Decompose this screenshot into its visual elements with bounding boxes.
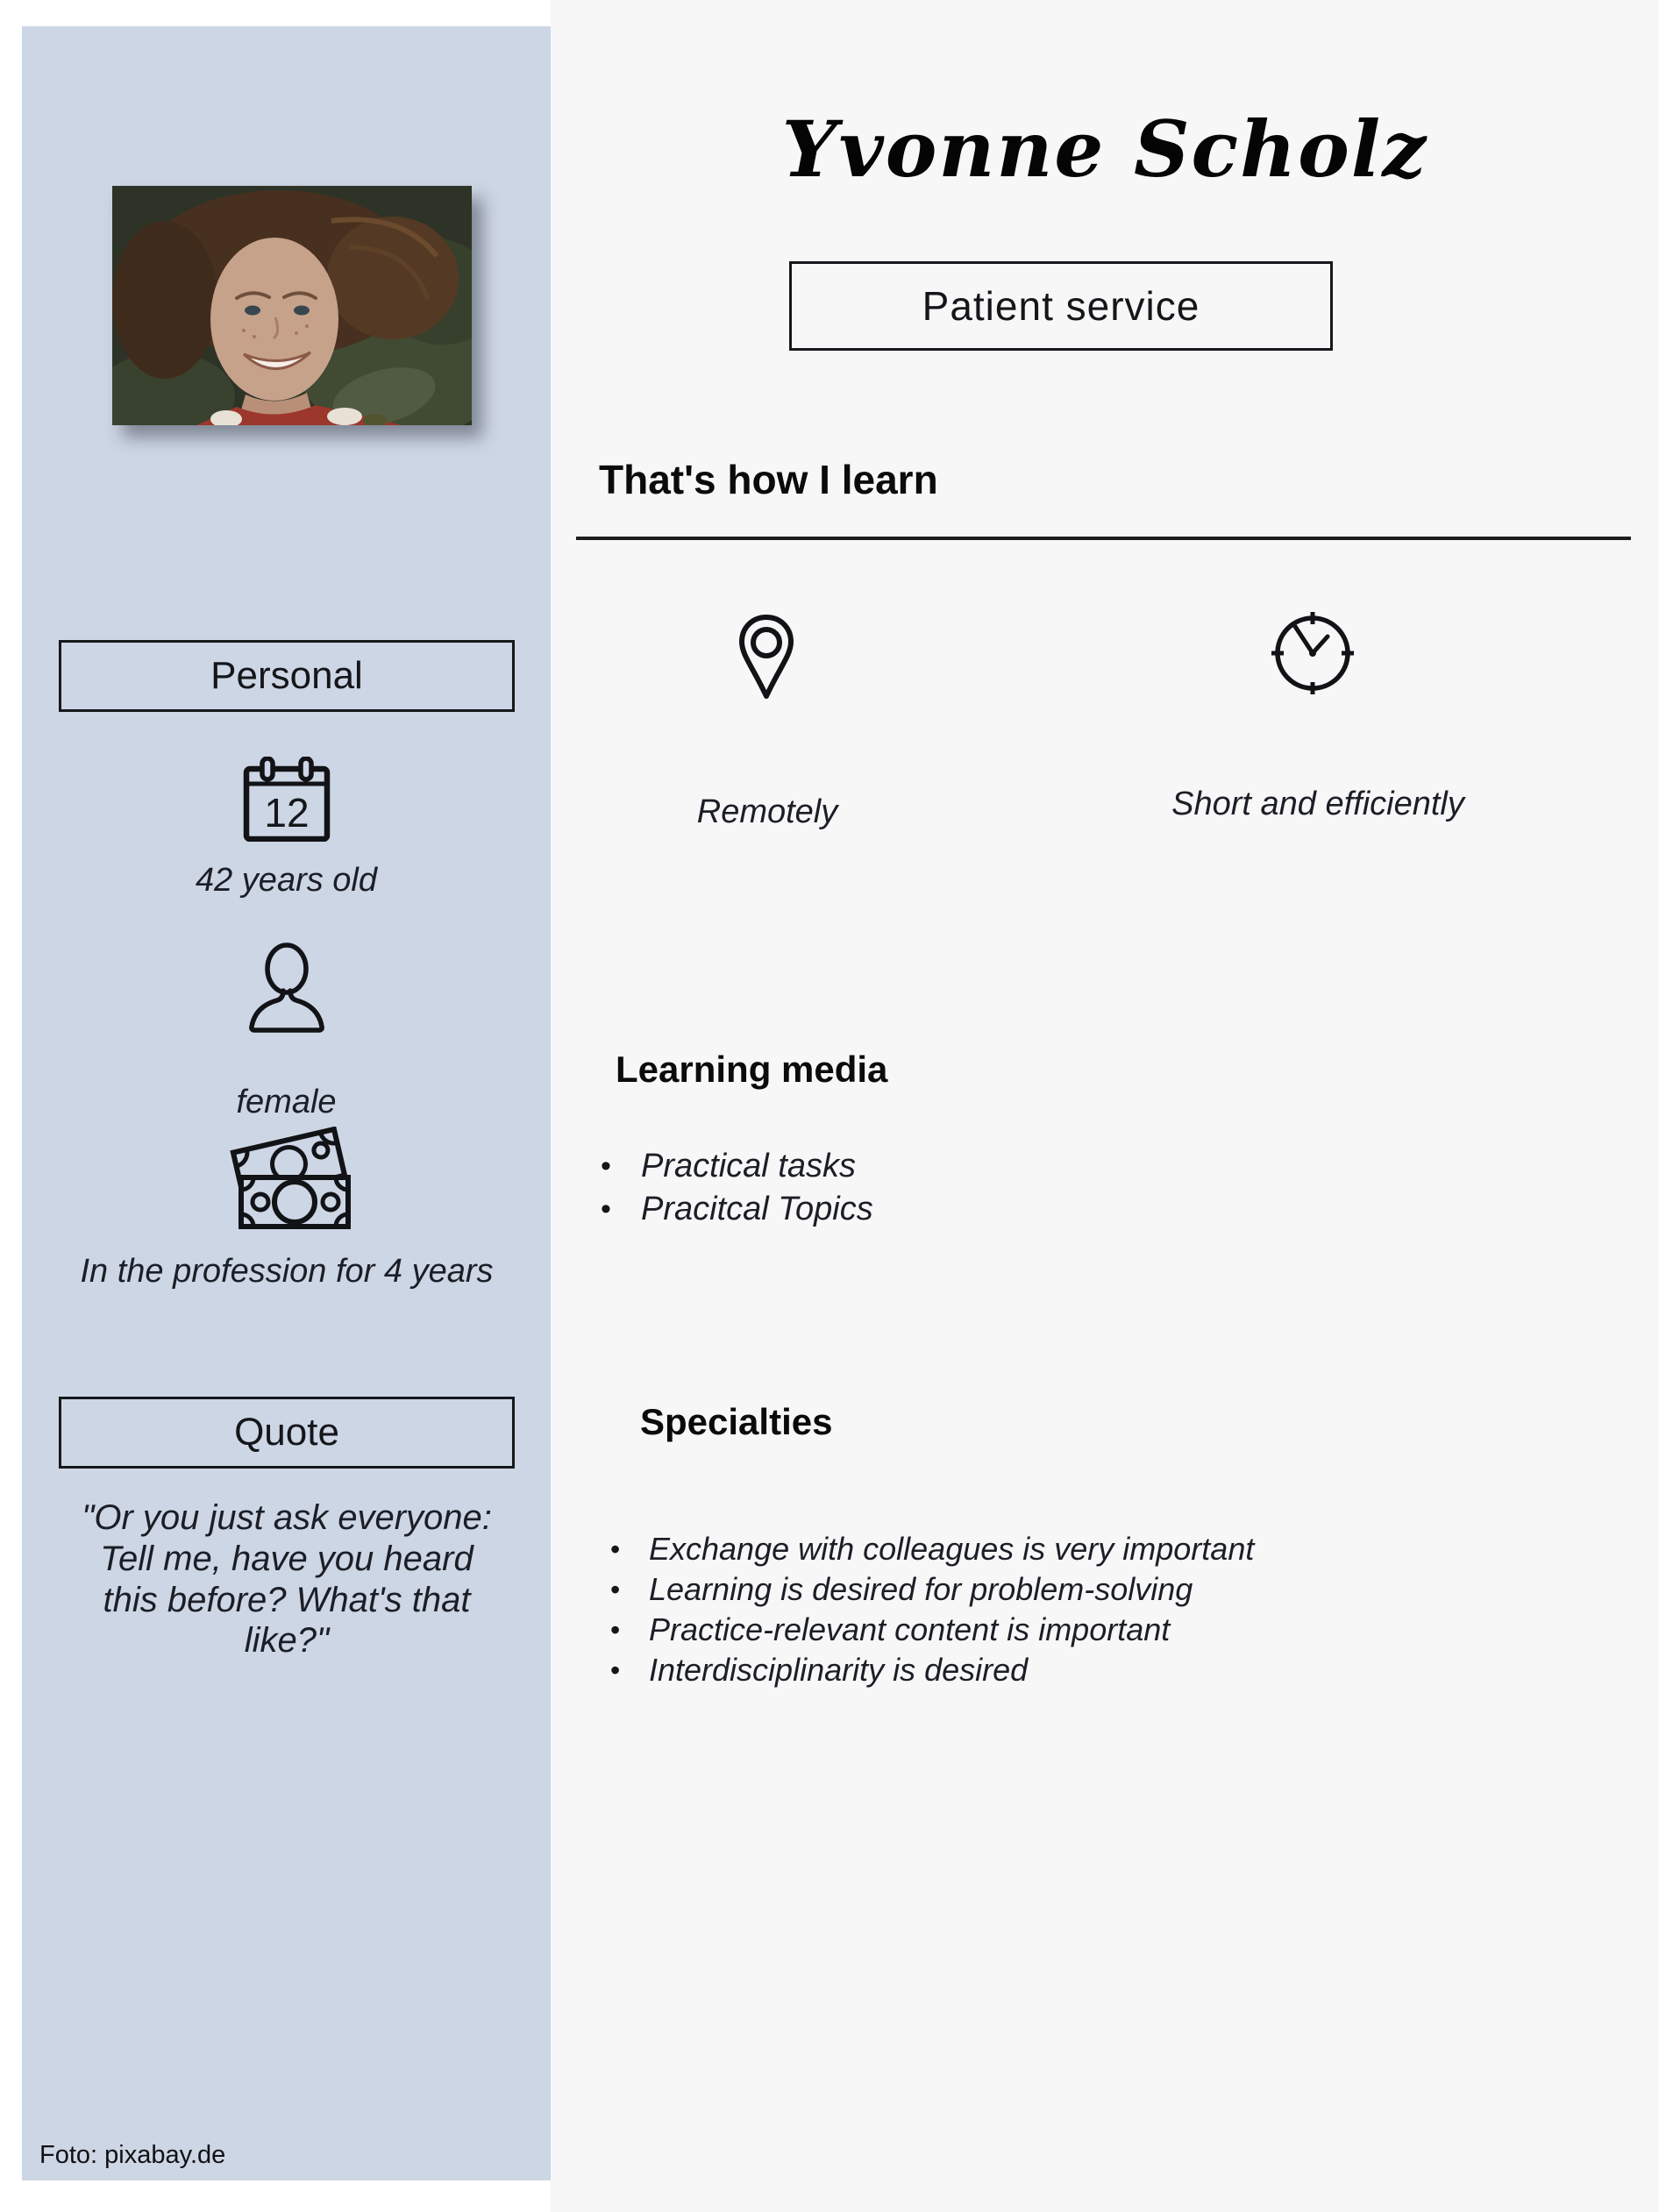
list-item: • Interdisciplinarity is desired (610, 1650, 1575, 1690)
age-label: 42 years old (195, 862, 377, 899)
personal-header-box (59, 640, 515, 712)
location-pin-icon (738, 614, 794, 701)
photo-credit: Foto: pixabay.de (39, 2141, 226, 2169)
person-icon (243, 942, 331, 1035)
profile-photo (112, 186, 472, 425)
list-item: • Pracitcal Topics (601, 1188, 1390, 1231)
sidebar (22, 26, 551, 2180)
section-divider (576, 537, 1631, 540)
calendar-day-number: 12 (264, 790, 310, 836)
section-title-learning-media: Learning media (616, 1049, 888, 1090)
role-box (789, 261, 1333, 351)
list-item: • Practical tasks (601, 1145, 1390, 1188)
persona-name: Yvonne Scholz (781, 103, 1428, 195)
main-panel (551, 0, 1659, 2212)
role-label: Patient service (922, 283, 1200, 329)
specialties-list (610, 1529, 1575, 1690)
learning-media-list (601, 1145, 1390, 1231)
personal-header-label: Personal (210, 654, 363, 697)
clock-icon (1271, 612, 1354, 694)
gender-label: female (236, 1084, 337, 1120)
list-item: • Practice-relevant content is important (610, 1610, 1575, 1650)
section-title-specialties: Specialties (640, 1401, 833, 1442)
quote-text: "Or you just ask everyone: Tell me, have you heard this before? What's that like?" (82, 1498, 492, 1661)
section-title-how-i-learn: That's how I learn (599, 457, 938, 502)
calendar-icon (243, 757, 331, 842)
list-item: • Learning is desired for problem-solving (610, 1569, 1575, 1610)
learn-item-label: Remotely (696, 793, 838, 830)
list-item: • Exchange with colleagues is very important (610, 1529, 1575, 1569)
quote-header-box (59, 1397, 515, 1469)
money-icon (222, 1127, 353, 1232)
profession-label: In the profession for 4 years (80, 1253, 494, 1290)
learn-item-label: Short and efficiently (1171, 786, 1464, 822)
quote-header-label: Quote (234, 1411, 339, 1454)
